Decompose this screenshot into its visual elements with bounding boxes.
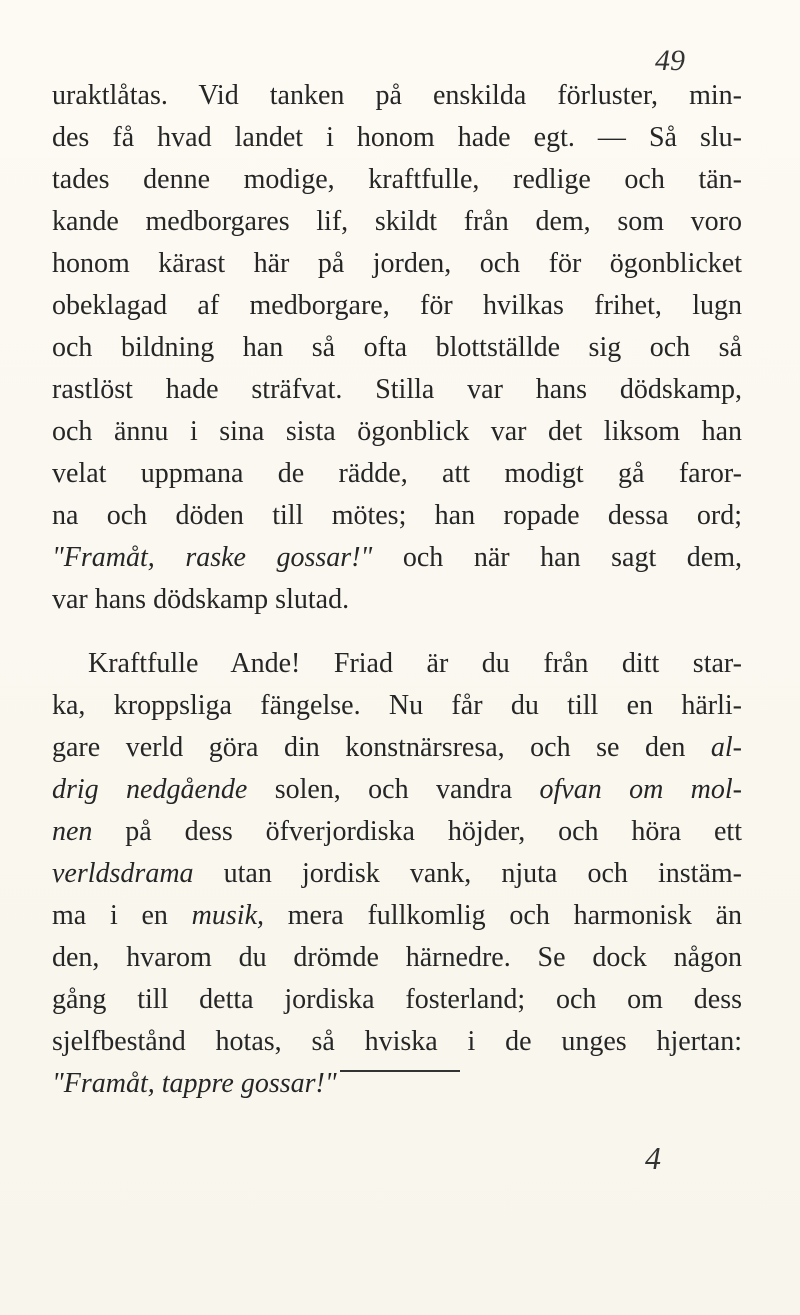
text-line bbox=[52, 769, 742, 811]
italic-fragment: ofvan om mol- bbox=[539, 774, 742, 805]
text-fragment: solen, och vandra bbox=[247, 774, 540, 805]
signature-mark: 4 bbox=[645, 1140, 661, 1176]
text-line: des få hvad landet i honom hade egt. — Så slu- bbox=[52, 122, 742, 153]
text-line: kande medborgares lif, skildt från dem, som voro bbox=[52, 206, 742, 237]
text-line: obeklagad af medborgare, för hvilkas frihet, lugn bbox=[52, 290, 742, 321]
text-line: den, hvarom du drömde härnedre. Se dock någon bbox=[52, 942, 742, 973]
text-line bbox=[52, 811, 742, 853]
text-line: uraktlåtas. Vid tanken på enskilda förluster, min- bbox=[52, 80, 742, 111]
text-line: sjelfbestånd hotas, så hviska i de unges hjertan: bbox=[52, 1026, 742, 1057]
text-fragment: och när han sagt dem, bbox=[372, 542, 742, 573]
text-line: velat uppmana de rädde, att modigt gå faror- bbox=[52, 458, 742, 489]
italic-fragment: drig nedgående bbox=[52, 774, 248, 805]
italic-fragment: nen bbox=[52, 816, 93, 847]
text-line: tades denne modige, kraftfulle, redlige och tän- bbox=[52, 164, 742, 195]
text-fragment: ma i en bbox=[52, 900, 192, 931]
text-line: ka, kroppsliga fängelse. Nu får du till en härli- bbox=[52, 690, 742, 721]
text-line: och bildning han så ofta blottställde sig och så bbox=[52, 332, 742, 363]
text-line: honom kärast här på jorden, och för ögonblicket bbox=[52, 248, 742, 279]
italic-fragment: musik, bbox=[191, 900, 264, 931]
text-line: och ännu i sina sista ögonblick var det liksom han bbox=[52, 416, 742, 447]
quote-framat-raske: "Framåt, raske gossar!" bbox=[52, 542, 373, 573]
paragraph-gap bbox=[52, 621, 742, 643]
text-line: na och döden till mötes; han ropade dessa ord; bbox=[52, 500, 742, 531]
page-number: 49 bbox=[655, 44, 685, 77]
text-fragment: utan jordisk vank, njuta och instäm- bbox=[193, 858, 742, 889]
text-line bbox=[52, 895, 742, 937]
text-line bbox=[52, 853, 742, 895]
text-line: rastlöst hade sträfvat. Stilla var hans dödskamp, bbox=[52, 374, 742, 405]
italic-fragment: al- bbox=[710, 732, 742, 763]
text-line bbox=[52, 727, 742, 769]
text-fragment: gare verld göra din konstnärsresa, och se den bbox=[52, 732, 711, 763]
quote-framat-tappre: "Framåt, tappre gossar!" bbox=[52, 1068, 337, 1099]
text-line: gång till detta jordiska fosterland; och om dess bbox=[52, 984, 742, 1015]
italic-fragment: verldsdrama bbox=[52, 858, 194, 889]
text-fragment: mera fullkomlig och harmonisk än bbox=[264, 900, 742, 931]
text-fragment: på dess öfverjordiska höjder, och höra ett bbox=[92, 816, 742, 847]
text-line: var hans dödskamp slutad. bbox=[52, 584, 350, 615]
text-line bbox=[52, 537, 742, 579]
section-divider bbox=[340, 1070, 460, 1072]
text-line: Kraftfulle Ande! Friad är du från ditt star- bbox=[88, 648, 742, 679]
body-text bbox=[52, 75, 742, 1105]
